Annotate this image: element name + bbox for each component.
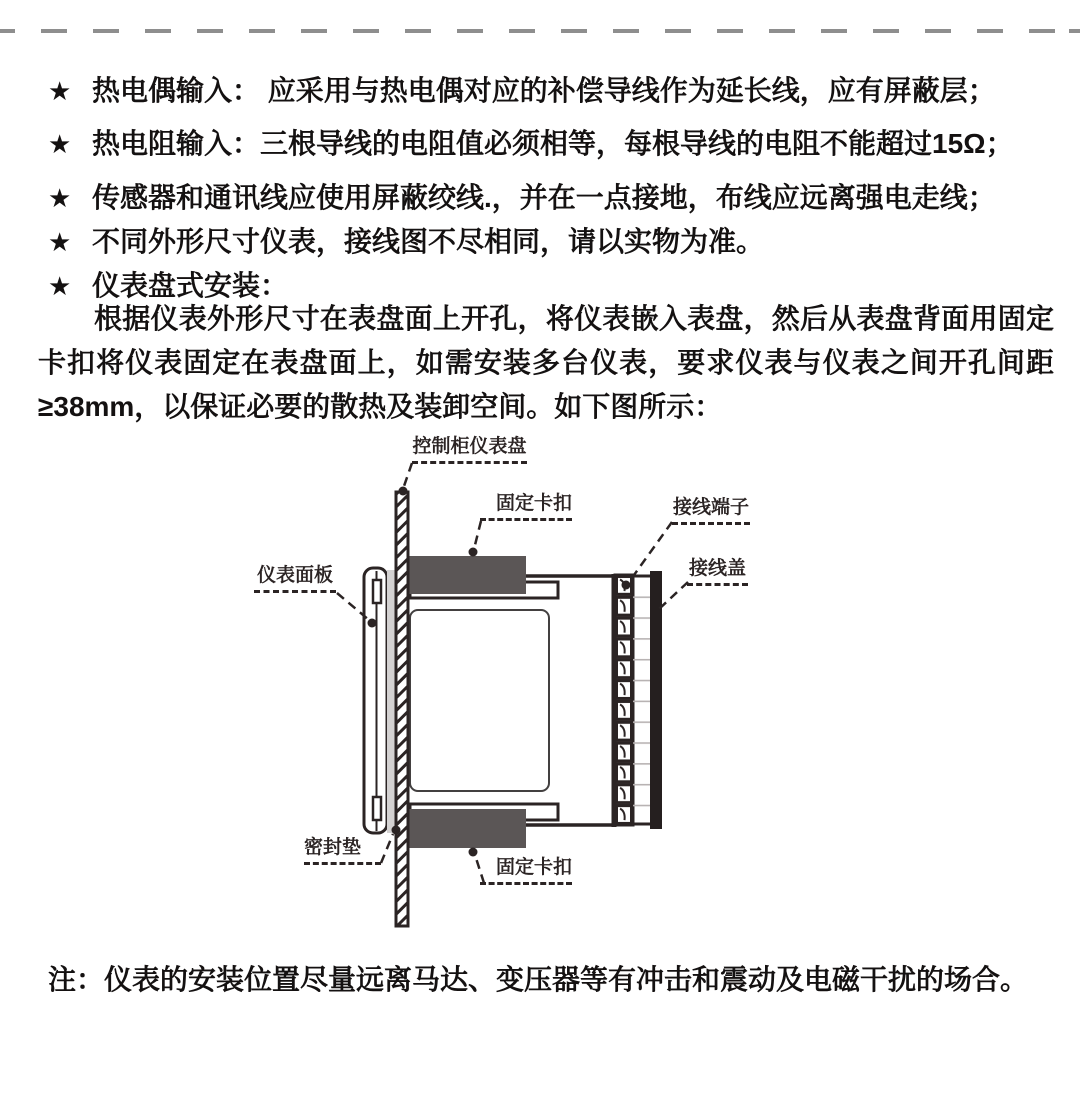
- label-gasket: 密封垫: [304, 837, 381, 865]
- label-fixing-clip-bottom: 固定卡扣: [480, 857, 572, 885]
- leader-clip-top: [474, 521, 481, 549]
- leader-wiring-cover: [659, 582, 688, 609]
- bezel-latch-slot-bottom: [373, 797, 381, 820]
- bullet-text: 热电阻输入：三根导线的电阻值必须相等，每根导线的电阻不能超过15Ω；: [92, 128, 1014, 159]
- bullet-text: 仪表盘式安装：: [92, 270, 289, 301]
- label-front-panel: 仪表面板: [254, 565, 336, 593]
- bullet-item-rtd: [48, 127, 1058, 161]
- bullet-text: 传感器和通讯线应使用屏蔽绞线.，并在一点接地，布线应远离强电走线；: [92, 182, 996, 213]
- label-terminal-block: 接线端子: [672, 497, 750, 525]
- case-inner-body: [410, 610, 549, 791]
- wiring-cover-bar: [650, 571, 662, 829]
- fixing-clip-bottom: [408, 809, 526, 848]
- star-bullet-icon: ★: [48, 76, 72, 106]
- star-bullet-icon: ★: [48, 183, 72, 213]
- leader-gasket: [381, 834, 393, 863]
- fixing-clip-top: [408, 556, 526, 594]
- terminal-block-strip: [615, 575, 633, 825]
- bullet-item-sensor-wiring: [48, 181, 1058, 215]
- bezel-latch-slot-top: [373, 580, 381, 603]
- page-separator-dashed-line: [0, 29, 1080, 33]
- star-bullet-icon: ★: [48, 129, 72, 159]
- cabinet-panel-hatched: [396, 492, 408, 926]
- installation-paragraph: 根据仪表外形尺寸在表盘面上开孔，将仪表嵌入表盘，然后从表盘背面用固定卡扣将仪表固定在表盘面上，如需安装多台仪表，要求仪表与仪表之间开孔间距≥38mm，以保证必要的散热及装卸空间。如下图所示：: [38, 303, 1054, 422]
- bullet-text: 热电偶输入： 应采用与热电偶对应的补偿导线作为延长线，应有屏蔽层；: [92, 75, 996, 106]
- star-bullet-icon: ★: [48, 227, 72, 257]
- label-cabinet-panel: 控制柜仪表盘: [412, 436, 527, 464]
- label-fixing-clip-top: 固定卡扣: [480, 493, 572, 521]
- label-wiring-cover: 接线盖: [687, 558, 748, 586]
- leader-panel-board: [403, 463, 412, 489]
- bullet-item-thermocouple: [48, 74, 1058, 108]
- star-bullet-icon: ★: [48, 271, 72, 301]
- bullet-text: 不同外形尺寸仪表，接线图不尽相同，请以实物为准。: [92, 226, 765, 257]
- installation-note: 注：仪表的安装位置尽量远离马达、变压器等有冲击和震动及电磁干扰的场合。: [48, 964, 1029, 995]
- terminal-divider-column: [633, 576, 650, 825]
- bullet-item-dimension-note: [48, 225, 1058, 259]
- instrument-bezel: [364, 568, 387, 833]
